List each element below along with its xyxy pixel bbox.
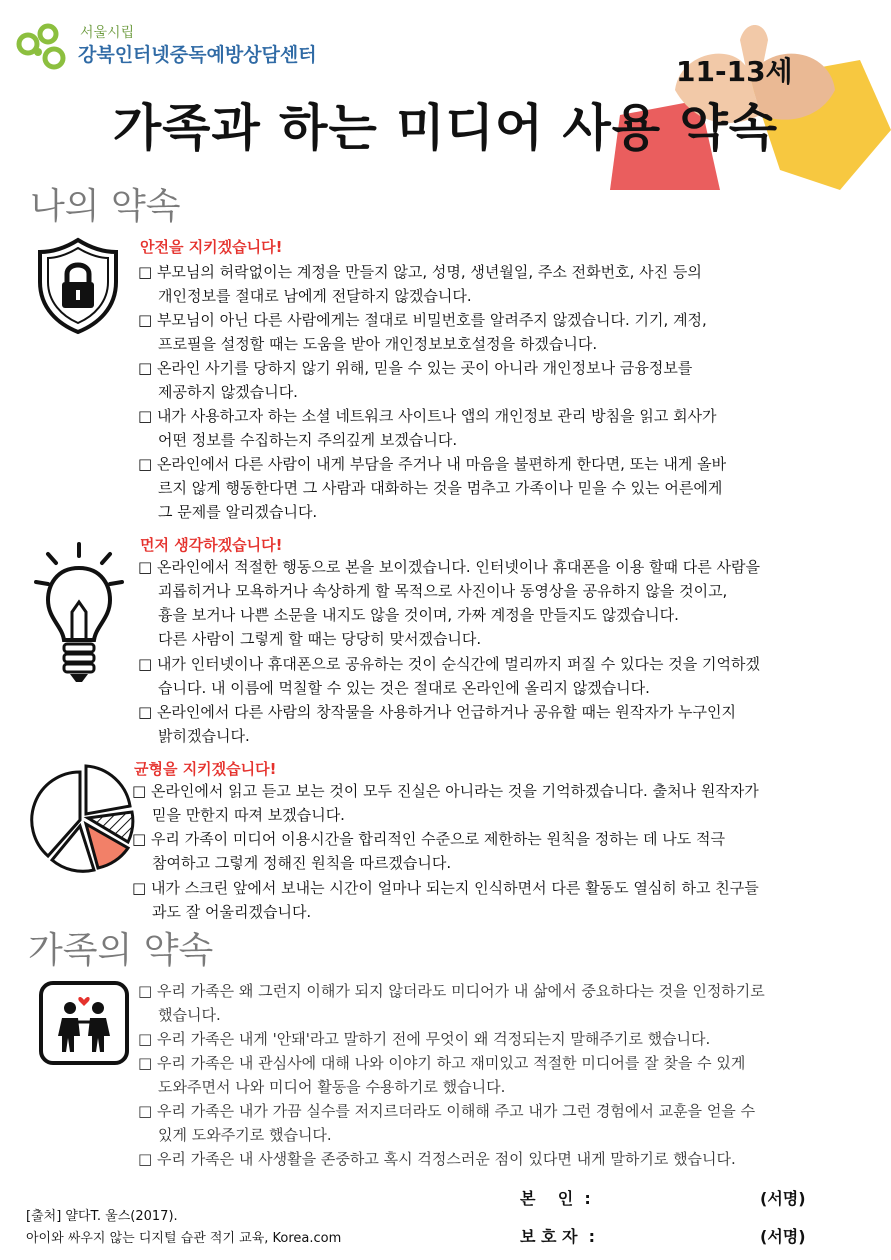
org-name: 강북인터넷중독예방상담센터 xyxy=(78,44,317,66)
item-line: 믿을 만한지 따져 보겠습니다. xyxy=(152,806,345,824)
list-item xyxy=(132,779,759,827)
list-item xyxy=(138,260,702,308)
list-item xyxy=(138,308,707,356)
item-line: 프로필을 설정할 때는 도움을 받아 개인정보보호설정을 하겠습니다. xyxy=(158,335,598,353)
list-item xyxy=(138,979,765,1027)
item-line: □ 내가 인터넷이나 휴대폰으로 공유하는 것이 순식간에 멀리까지 퍼질 수 있다는 것을 기억하겠 xyxy=(138,655,761,673)
item-line: □ 온라인 사기를 당하지 않기 위해, 믿을 수 있는 곳이 아니라 개인정보나 금융정보를 xyxy=(138,359,693,377)
signature-self[interactable]: (서명) xyxy=(760,1189,806,1208)
item-line: 과도 잘 어울리겠습니다. xyxy=(152,903,312,921)
source-line: 아이와 싸우지 않는 디지털 습관 적기 교육, Korea.com xyxy=(26,1231,342,1246)
item-line: □ 우리 가족은 내가 가끔 실수를 저지르더라도 이해해 주고 내가 그런 경험에서 교훈을 얻을 수 xyxy=(138,1102,756,1120)
item-line: 흉을 보거나 나쁜 소문을 내지도 않을 것이며, 가짜 계정을 만들지도 않겠습니다. xyxy=(158,606,679,624)
pie-chart-icon xyxy=(28,762,140,874)
my-promise-heading: 나의 약속 xyxy=(30,186,181,227)
item-line: □ 온라인에서 다른 사람의 창작물을 사용하거나 언급하거나 공유할 때는 원작자가 누구인지 xyxy=(138,703,736,721)
item-line: 있게 도와주기로 했습니다. xyxy=(158,1126,332,1144)
list-item xyxy=(138,652,760,700)
list-item xyxy=(138,1027,710,1051)
item-line: 그 문제를 알리겠습니다. xyxy=(158,503,318,521)
list-item xyxy=(138,1051,745,1099)
item-line: 괴롭히거나 모욕하거나 속상하게 할 목적으로 사진이나 동영상을 공유하지 않을 것이고, xyxy=(158,582,728,600)
item-line: □ 내가 사용하고자 하는 소셜 네트워크 사이트나 앱의 개인정보 관리 방침을 읽고 회사가 xyxy=(138,407,717,425)
org-small-label: 서울시립 xyxy=(80,25,135,41)
logo-icon xyxy=(14,22,76,72)
item-line: 다른 사람이 그렇게 할 때는 당당히 맞서겠습니다. xyxy=(158,630,482,648)
item-line: 했습니다. xyxy=(158,1006,221,1024)
item-line: □ 우리 가족이 미디어 이용시간을 합리적인 수준으로 제한하는 원칙을 정하는 데 나도 적극 xyxy=(132,830,726,848)
sign-self-label: 본 인 : xyxy=(520,1189,591,1208)
family-promise-heading: 가족의 약속 xyxy=(28,930,214,971)
item-line: □ 온라인에서 읽고 듣고 보는 것이 모두 진실은 아니라는 것을 기억하겠습니다. 출처나 원작자가 xyxy=(132,782,759,800)
signature-guardian[interactable]: (서명) xyxy=(760,1227,806,1246)
list-item xyxy=(138,555,760,651)
subheading-balance: 균형을 지키겠습니다! xyxy=(134,760,277,778)
list-item xyxy=(138,452,726,524)
list-item xyxy=(138,1147,736,1171)
list-item xyxy=(132,827,725,875)
page-title: 가족과 하는 미디어 사용 약속 xyxy=(112,99,779,157)
item-line: 어떤 정보를 수집하는지 주의깊게 보겠습니다. xyxy=(158,431,458,449)
item-line: 르지 않게 행동한다면 그 사람과 대화하는 것을 멈추고 가족이나 믿을 수 있는 어른에게 xyxy=(158,479,723,497)
item-line: 도와주면서 나와 미디어 활동을 수용하기로 했습니다. xyxy=(158,1078,506,1096)
list-item xyxy=(132,876,759,924)
list-item xyxy=(138,404,717,452)
age-label: 11-13세 xyxy=(676,55,793,88)
item-line: □ 온라인에서 다른 사람이 내게 부담을 주거나 내 마음을 불편하게 한다면, 또는 내게 올바 xyxy=(138,455,727,473)
item-line: □ 온라인에서 적절한 행동으로 본을 보이겠습니다. 인터넷이나 휴대폰을 이용 할때 다른 사람을 xyxy=(138,558,761,576)
list-item xyxy=(138,356,692,404)
lightbulb-icon xyxy=(34,540,124,690)
sign-guardian-label: 보 호 자 : xyxy=(520,1227,596,1246)
item-line: □ 부모님이 아닌 다른 사람에게는 절대로 비밀번호를 알려주지 않겠습니다. 기기, 계정, xyxy=(138,311,707,329)
list-item xyxy=(138,1099,755,1147)
item-line: □ 부모님의 허락없이는 계정을 만들지 않고, 성명, 생년월일, 주소 전화번호, 사진 등의 xyxy=(138,263,702,281)
item-line: 습니다. 내 이름에 먹칠할 수 있는 것은 절대로 온라인에 올리지 않겠습니다. xyxy=(158,679,650,697)
subheading-think: 먼저 생각하겠습니다! xyxy=(140,536,283,554)
item-line: □ 우리 가족은 내 사생활을 존중하고 혹시 걱정스러운 점이 있다면 내게 말하기로 했습니다. xyxy=(138,1150,736,1168)
item-line: 참여하고 그렇게 정해진 원칙을 따르겠습니다. xyxy=(152,854,452,872)
item-line: □ 우리 가족은 내 관심사에 대해 나와 이야기 하고 재미있고 적절한 미디어를 잘 찾을 수 있게 xyxy=(138,1054,746,1072)
item-line: □ 우리 가족은 왜 그런지 이해가 되지 않더라도 미디어가 내 삶에서 중요하다는 것을 인정하기로 xyxy=(138,982,765,1000)
subheading-safety: 안전을 지키겠습니다! xyxy=(140,238,283,256)
family-icon xyxy=(38,980,130,1066)
shield-lock-icon xyxy=(36,236,120,336)
source-line: [출처] 얄다T. 울스(2017). xyxy=(26,1209,178,1224)
item-line: □ 우리 가족은 내게 '안돼'라고 말하기 전에 무엇이 왜 걱정되는지 말해주기로 했습니다. xyxy=(138,1030,711,1048)
item-line: 밝히겠습니다. xyxy=(158,727,250,745)
item-line: 개인정보를 절대로 남에게 전달하지 않겠습니다. xyxy=(158,287,472,305)
item-line: □ 내가 스크린 앞에서 보내는 시간이 얼마나 되는지 인식하면서 다른 활동도 열심히 하고 친구들 xyxy=(132,879,759,897)
item-line: 제공하지 않겠습니다. xyxy=(158,383,298,401)
list-item xyxy=(138,700,736,748)
source-citation xyxy=(26,1206,341,1250)
